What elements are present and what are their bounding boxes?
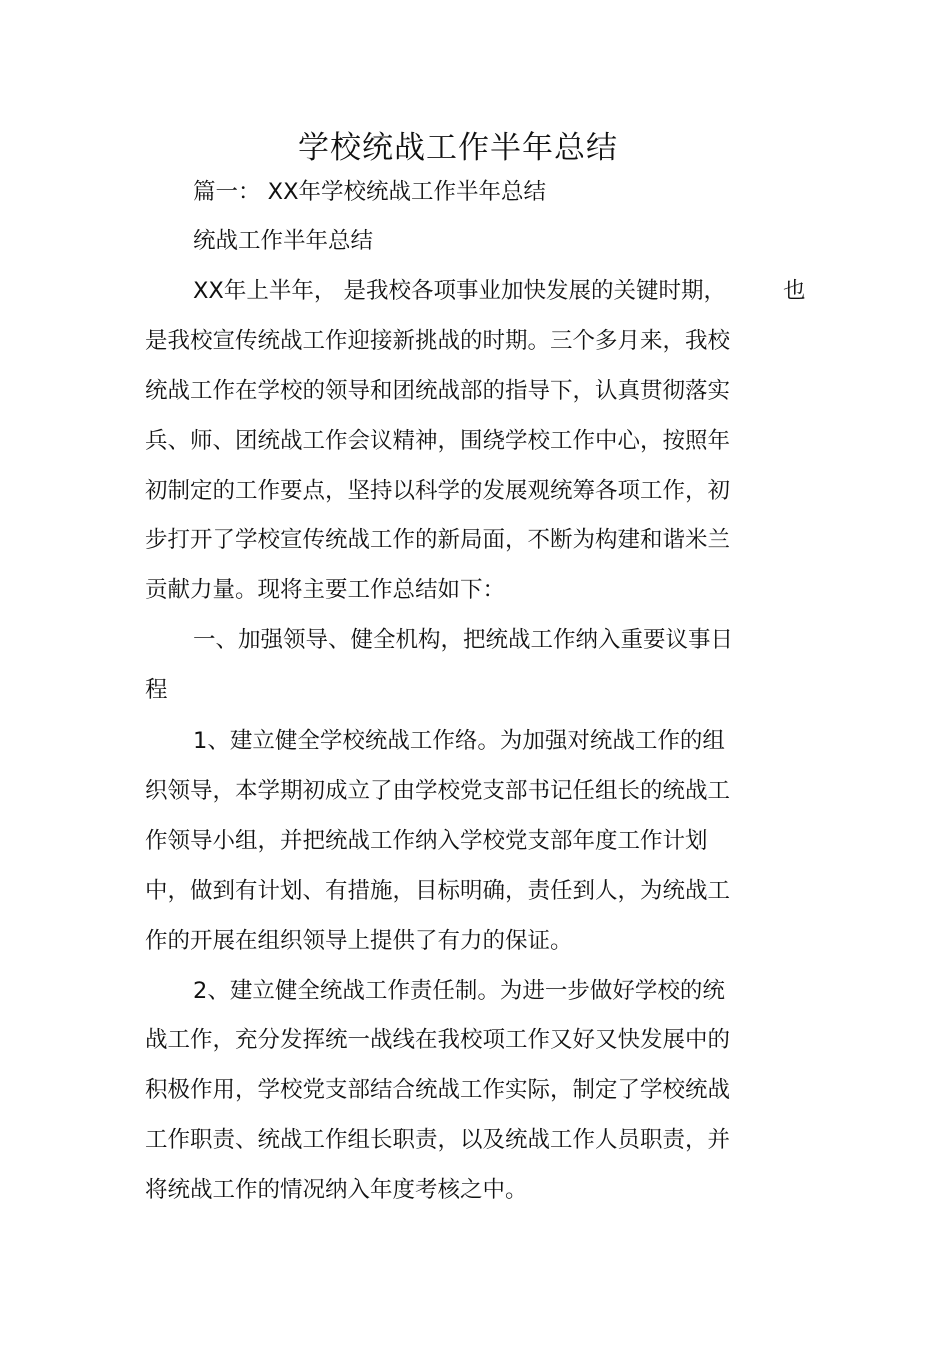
intro-line: 贡献力量。现将主要工作总结如下： xyxy=(145,577,506,603)
intro-line: 统战工作在学校的领导和团统战部的指导下，认真贯彻落实 xyxy=(145,378,731,404)
item-2-line: 将统战工作的情况纳入年度考核之中。 xyxy=(145,1177,528,1203)
intro-line: 初制定的工作要点，坚持以科学的发展观统筹各项工作，初 xyxy=(145,478,731,504)
item-1-line: 作的开展在组织领导上提供了有力的保证。 xyxy=(145,928,573,954)
item-2-line: 战工作，充分发挥统一战线在我校项工作又好又快发展中的 xyxy=(145,1027,731,1053)
section-1-title-tail: 程 xyxy=(145,677,168,703)
item-1-line: 织领导，本学期初成立了由学校党支部书记任组长的统战工 xyxy=(145,778,731,804)
intro-line-first: XX年上半年， 是我校各项事业加快发展的关键时期， xyxy=(193,278,726,304)
document-title: 学校统战工作半年总结 xyxy=(298,130,618,166)
section-heading: 统战工作半年总结 xyxy=(193,228,374,254)
intro-line-first-tail: 也 xyxy=(783,278,806,304)
item-1-line: 作领导小组，并把统战工作纳入学校党支部年度工作计划 xyxy=(145,828,708,854)
item-1-first-line: 1、建立健全学校统战工作络。为加强对统战工作的组 xyxy=(193,728,725,754)
document-subtitle: 篇一： XX年学校统战工作半年总结 xyxy=(193,179,546,205)
intro-line: 步打开了学校宣传统战工作的新局面，不断为构建和谐米兰 xyxy=(145,527,731,553)
intro-line: 兵、师、团统战工作会议精神，围绕学校工作中心，按照年 xyxy=(145,428,731,454)
intro-line: 是我校宣传统战工作迎接新挑战的时期。三个多月来，我校 xyxy=(145,328,731,354)
item-2-line: 积极作用，学校党支部结合统战工作实际，制定了学校统战 xyxy=(145,1077,731,1103)
section-1-title: 一、加强领导、健全机构，把统战工作纳入重要议事日 xyxy=(193,627,734,653)
item-2-line: 工作职责、统战工作组长职责，以及统战工作人员职责，并 xyxy=(145,1127,731,1153)
item-1-line: 中，做到有计划、有措施，目标明确，责任到人，为统战工 xyxy=(145,878,731,904)
item-2-first-line: 2、建立健全统战工作责任制。为进一步做好学校的统 xyxy=(193,978,725,1004)
